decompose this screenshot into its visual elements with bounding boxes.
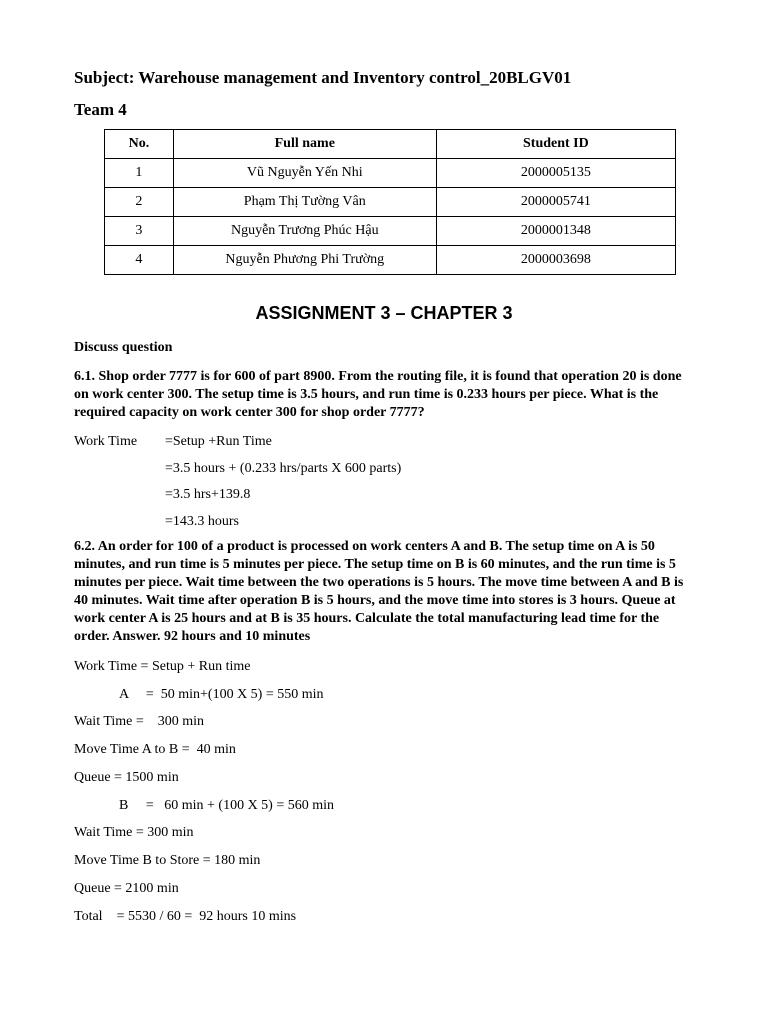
cell-full-name: Vũ Nguyễn Yến Nhi: [173, 159, 436, 188]
calc-line: Move Time A to B = 40 min: [74, 742, 236, 757]
calc-line: Wait Time = 300 min: [74, 825, 194, 840]
assignment-title: ASSIGNMENT 3 – CHAPTER 3: [255, 303, 513, 323]
column-header-no: No.: [105, 130, 174, 159]
calc-line: =143.3 hours: [165, 514, 240, 529]
cell-student-id: 2000005135: [436, 159, 675, 188]
calc-line: Total = 5530 / 60 = 92 hours 10 mins: [74, 909, 297, 924]
cell-no: 3: [105, 217, 174, 246]
work-time-label: Work Time: [74, 434, 138, 449]
calc-line: Work Time = Setup + Run time: [74, 659, 251, 674]
discuss-question-label: Discuss question: [74, 340, 173, 355]
cell-no: 1: [105, 159, 174, 188]
calc-line: Queue = 1500 min: [74, 770, 179, 785]
calc-line: Wait Time = 300 min: [74, 714, 205, 729]
column-header-full-name: Full name: [173, 130, 436, 159]
cell-no: 4: [105, 246, 174, 275]
table-row: [105, 188, 676, 217]
calc-line: B = 60 min + (100 X 5) = 560 min: [119, 798, 335, 813]
cell-student-id: 2000003698: [436, 246, 675, 275]
question-6-1: 6.1. Shop order 7777 is for 600 of part 8900. From the routing file, it is found that operation 20 is done on work center 300. The setup time is 3.5 hours, and run time is 0.233 hours per piece. What is the required capacity on work center 300 for shop order 7777?: [74, 369, 682, 420]
cell-no: 2: [105, 188, 174, 217]
calc-line: Queue = 2100 min: [74, 881, 179, 896]
cell-student-id: 2000001348: [436, 217, 675, 246]
calc-line: A = 50 min+(100 X 5) = 550 min: [119, 687, 324, 702]
calc-line: =Setup +Run Time: [165, 434, 272, 449]
cell-full-name: Nguyễn Trương Phúc Hậu: [173, 217, 436, 246]
calc-line: =3.5 hrs+139.8: [165, 487, 251, 502]
question-6-2: 6.2. An order for 100 of a product is processed on work centers A and B. The setup time on A is 50 minutes, and run time is 5 minutes per piece. The setup time on B is 60 minutes, and the run time is 5 minutes per piece. Wait time between the two operations is 5 hours. The move time between A and B is 40 minutes. Wait time after operation B is 5 hours, and the move time into stores is 3 hours. Queue at work center A is 25 hours and at B is 35 hours. Calculate the total manufacturing lead time for the order. Answer. 92 hours and 10 minutes: [74, 539, 684, 644]
team-members-table: [104, 129, 676, 275]
table-row: [105, 217, 676, 246]
table-row: [105, 246, 676, 275]
team-heading: Team 4: [74, 100, 127, 119]
table-row: [105, 159, 676, 188]
cell-full-name: Nguyễn Phương Phi Trường: [173, 246, 436, 275]
subject-heading: Subject: Warehouse management and Inventory control_20BLGV01: [74, 68, 572, 87]
calc-line: Move Time B to Store = 180 min: [74, 853, 261, 868]
calc-line: =3.5 hours + (0.233 hrs/parts X 600 parts): [165, 461, 402, 476]
cell-full-name: Phạm Thị Tường Vân: [173, 188, 436, 217]
table-header-row: [105, 130, 676, 159]
column-header-student-id: Student ID: [436, 130, 675, 159]
cell-student-id: 2000005741: [436, 188, 675, 217]
